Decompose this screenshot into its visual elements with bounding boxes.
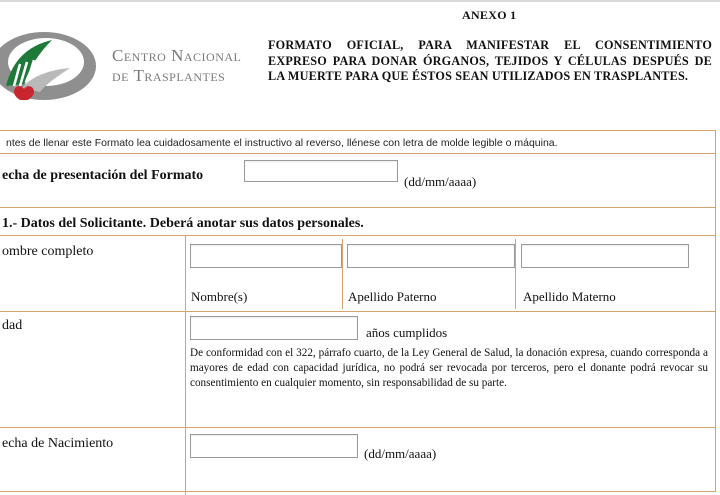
divider xyxy=(0,207,715,208)
divider xyxy=(0,311,715,312)
divider xyxy=(0,427,715,428)
birthdate-field[interactable] xyxy=(190,434,358,458)
paternal-surname-field[interactable] xyxy=(347,244,515,268)
full-name-label: ombre completo xyxy=(2,244,94,259)
date-format-hint: (dd/mm/aaaa) xyxy=(404,174,477,189)
divider xyxy=(342,239,343,309)
org-line-2: de Trasplantes xyxy=(112,66,226,85)
presentation-date-field[interactable] xyxy=(244,160,398,182)
birthdate-format-hint: (dd/mm/aaaa) xyxy=(364,446,437,461)
maternal-surname-caption: Apellido Materno xyxy=(523,289,616,304)
divider xyxy=(515,239,516,309)
age-field[interactable] xyxy=(190,316,358,340)
age-label: dad xyxy=(2,318,23,333)
annex-label: ANEXO 1 xyxy=(462,8,517,22)
top-rule xyxy=(0,0,720,2)
maternal-surname-field[interactable] xyxy=(521,244,689,268)
first-name-caption: Nombre(s) xyxy=(191,289,248,304)
paternal-surname-caption: Apellido Paterno xyxy=(348,289,437,304)
organization-name xyxy=(112,46,241,86)
presentation-date-label: echa de presentación del Formato xyxy=(2,168,204,183)
cenatra-logo xyxy=(0,22,100,100)
age-suffix: años cumplidos xyxy=(366,325,448,340)
divider xyxy=(185,235,186,495)
divider xyxy=(0,153,715,154)
section-1-title: 1.- Datos del Solicitante. Deberá anotar sus datos personales. xyxy=(2,216,364,231)
org-line-1: Centro Nacional xyxy=(112,46,242,65)
divider xyxy=(0,235,715,236)
form-title: FORMATO OFICIAL, PARA MANIFESTAR EL CONSENTIMIENTO EXPRESO PARA DONAR ÓRGANOS, TEJIDOS Y CÉLULAS DESPUÉS DE LA MUERTE PARA QUE ÉSTOS SEAN UTILIZADOS EN TRASPLANTES. xyxy=(268,38,712,83)
first-name-field[interactable] xyxy=(190,244,342,268)
instructions-note: ntes de llenar este Formato lea cuidadosamente el instructivo al reverso, llénese con letra de molde legible o máquina. xyxy=(6,137,558,149)
birthdate-label: echa de Nacimiento xyxy=(2,436,114,451)
age-legal-note: De conformidad con el 322, párrafo cuarto, de la Ley General de Salud, la donación expresa, cuando corresponda a mayores de edad con capacidad jurídica, no podrá ser revocada por terceros, pero el donante podrá revocar su consentimiento en cualquier momento, sin responsabilidad de su parte. xyxy=(190,347,708,389)
